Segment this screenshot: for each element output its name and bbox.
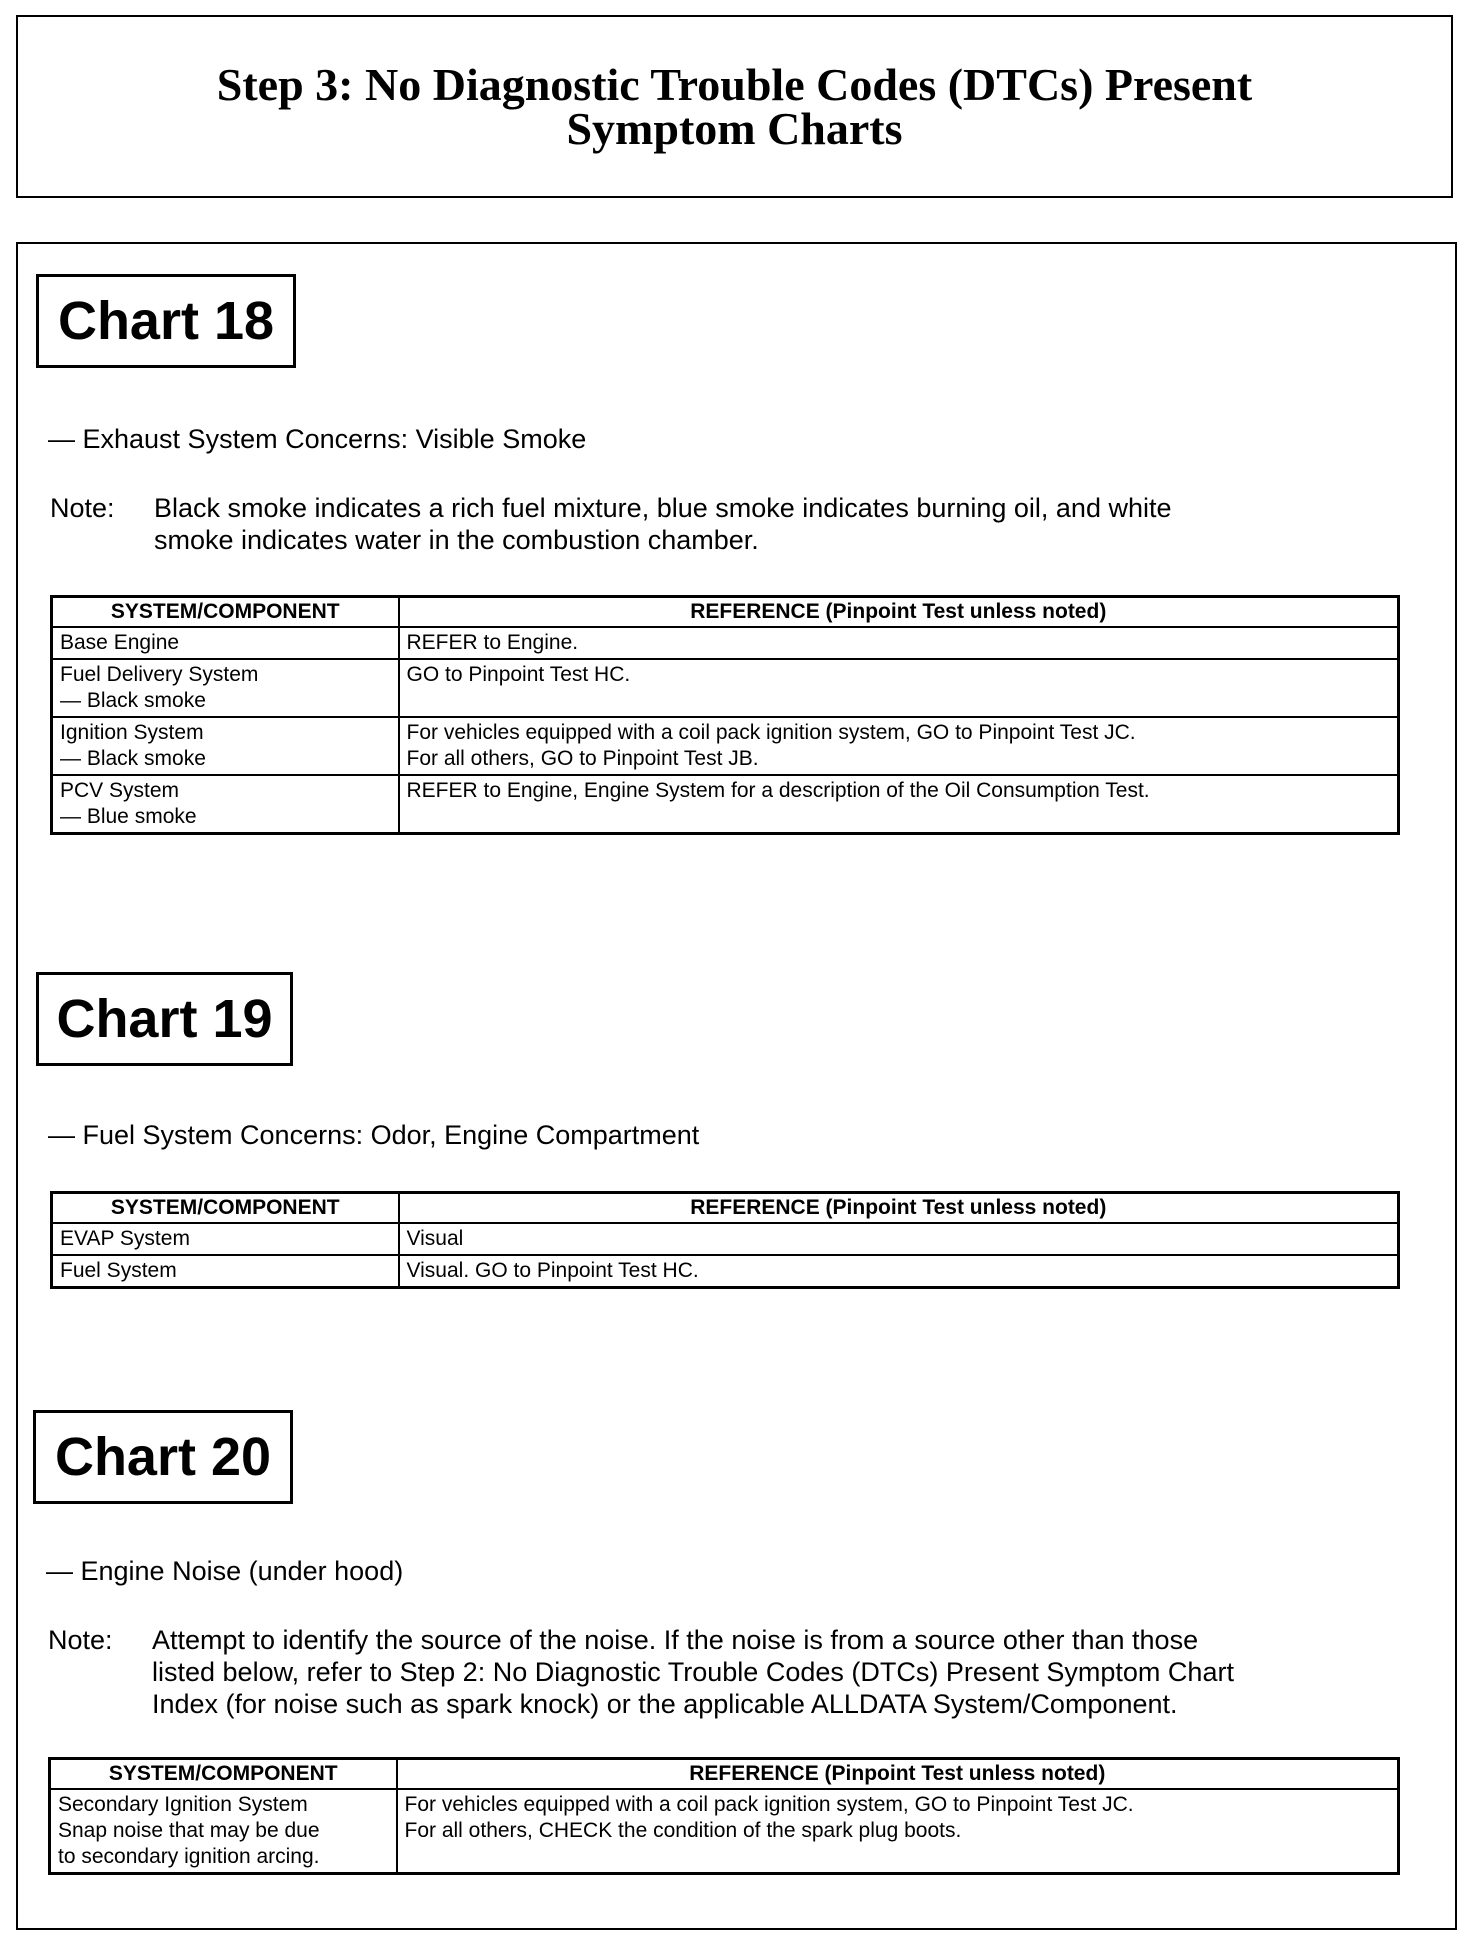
cell-line: — Black smoke (60, 689, 206, 712)
reference-cell (399, 627, 1399, 659)
note-line: smoke indicates water in the combustion chamber. (154, 525, 759, 555)
chart-20-note (48, 1624, 1438, 1724)
cell-line: — Black smoke (60, 747, 206, 770)
reference-cell (399, 1255, 1399, 1288)
system-cell (52, 775, 399, 834)
chart-19-table (50, 1191, 1400, 1289)
cell-line: — Blue smoke (60, 805, 197, 828)
table-row (50, 1789, 1399, 1874)
chart-19-label: Chart 19 (36, 972, 293, 1066)
system-cell (52, 659, 399, 717)
reference-cell (399, 659, 1399, 717)
symptom-charts-container (16, 242, 1457, 1930)
chart-18-note (50, 492, 1430, 562)
cell-line: Fuel System (60, 1259, 177, 1282)
cell-line: Fuel Delivery System (60, 663, 259, 686)
cell-line: Ignition System (60, 721, 204, 744)
table-row (52, 1223, 1399, 1255)
column-header-reference: REFERENCE (Pinpoint Test unless noted) (397, 1759, 1399, 1790)
table-row (52, 717, 1399, 775)
system-cell (52, 1223, 399, 1255)
cell-line: EVAP System (60, 1227, 190, 1250)
system-cell (52, 1255, 399, 1288)
cell-line: REFER to Engine. (406, 631, 579, 654)
page-title-line-1: Step 3: No Diagnostic Trouble Codes (DTCs) Present (216, 58, 1253, 110)
system-cell (52, 717, 399, 775)
table-header-row (52, 597, 1399, 628)
note-line: Index (for noise such as spark knock) or the applicable ALLDATA System/Component. (152, 1689, 1178, 1719)
column-header-reference: REFERENCE (Pinpoint Test unless noted) (399, 1193, 1399, 1224)
cell-line: PCV System (60, 779, 180, 802)
note-line: Attempt to identify the source of the noise. If the noise is from a source other than those (152, 1625, 1199, 1655)
note-line: Black smoke indicates a rich fuel mixture, blue smoke indicates burning oil, and white (154, 493, 1172, 523)
cell-line: Snap noise that may be due (58, 1819, 320, 1842)
table-header-row (52, 1193, 1399, 1224)
note-line: listed below, refer to Step 2: No Diagnostic Trouble Codes (DTCs) Present Symptom Chart (152, 1657, 1234, 1687)
note-text (152, 1624, 1234, 1720)
table-row (52, 1255, 1399, 1288)
chart-18-table (50, 595, 1400, 835)
column-header-system: SYSTEM/COMPONENT (50, 1759, 397, 1790)
cell-line: For all others, GO to Pinpoint Test JB. (406, 747, 759, 770)
cell-line: REFER to Engine, Engine System for a description of the Oil Consumption Test. (406, 779, 1150, 802)
chart-19-subtitle: — Fuel System Concerns: Odor, Engine Compartment (48, 1120, 700, 1150)
reference-cell (399, 1223, 1399, 1255)
reference-cell (399, 775, 1399, 834)
table-row (52, 775, 1399, 834)
table-row (52, 659, 1399, 717)
cell-line: Secondary Ignition System (58, 1793, 308, 1816)
chart-20-label: Chart 20 (33, 1410, 293, 1504)
cell-line: Visual. GO to Pinpoint Test HC. (406, 1259, 699, 1282)
system-cell (52, 627, 399, 659)
cell-line: For vehicles equipped with a coil pack ignition system, GO to Pinpoint Test JC. (404, 1793, 1134, 1816)
cell-line: GO to Pinpoint Test HC. (406, 663, 631, 686)
column-header-system: SYSTEM/COMPONENT (52, 597, 399, 628)
page-title-box (16, 15, 1453, 198)
cell-line: For all others, CHECK the condition of the spark plug boots. (404, 1819, 962, 1842)
table-header-row (50, 1759, 1399, 1790)
chart-20-table (48, 1757, 1400, 1875)
note-label: Note: (48, 1625, 113, 1655)
note-label: Note: (50, 493, 115, 523)
column-header-system: SYSTEM/COMPONENT (52, 1193, 399, 1224)
table-row (52, 627, 1399, 659)
reference-cell (399, 717, 1399, 775)
reference-cell (397, 1789, 1399, 1874)
column-header-reference: REFERENCE (Pinpoint Test unless noted) (399, 597, 1399, 628)
cell-line: to secondary ignition arcing. (58, 1845, 320, 1868)
chart-20-subtitle: — Engine Noise (under hood) (46, 1556, 404, 1586)
page-title-line-2: Symptom Charts (566, 102, 903, 154)
chart-18-subtitle: — Exhaust System Concerns: Visible Smoke (48, 424, 587, 454)
chart-18-label: Chart 18 (36, 274, 296, 368)
note-text (154, 492, 1172, 556)
system-cell (50, 1789, 397, 1874)
cell-line: Visual (406, 1227, 464, 1250)
cell-line: Base Engine (60, 631, 180, 654)
cell-line: For vehicles equipped with a coil pack ignition system, GO to Pinpoint Test JC. (406, 721, 1136, 744)
